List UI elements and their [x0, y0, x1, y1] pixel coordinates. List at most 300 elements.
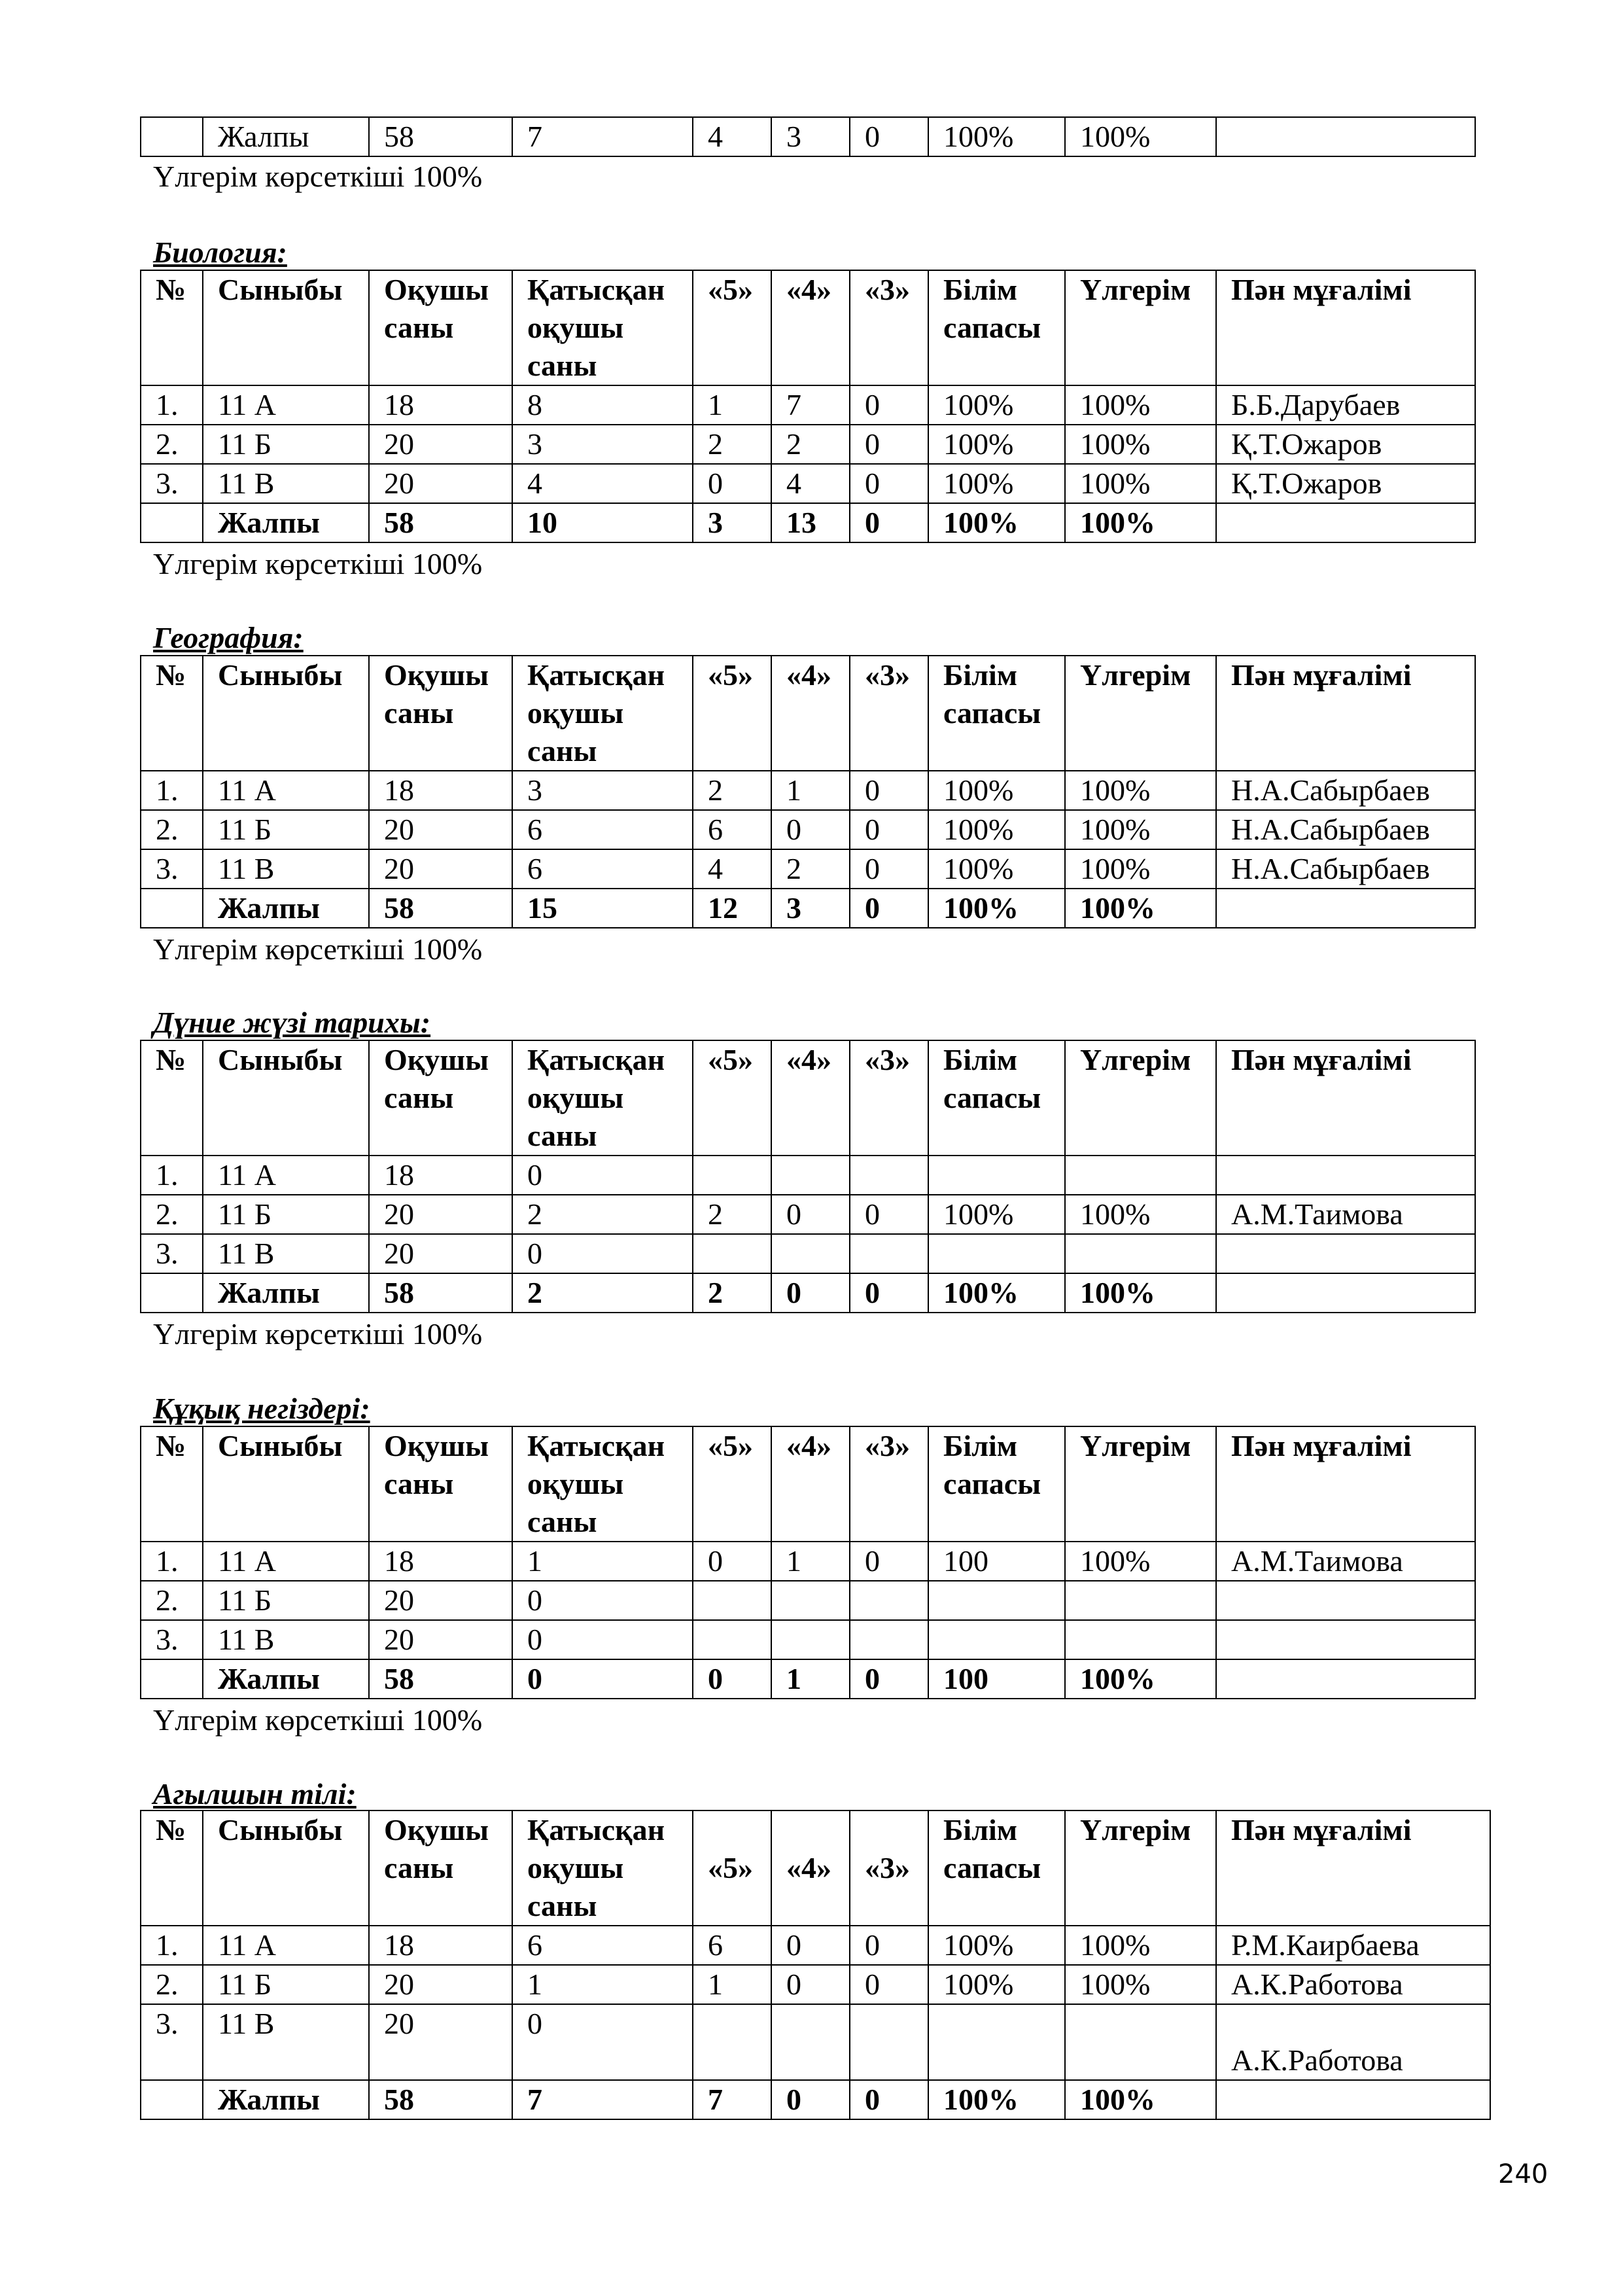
- cell-progress: 100%: [1065, 771, 1216, 810]
- cell-class: 11 А: [203, 771, 369, 810]
- header-class: Сыныбы: [203, 1426, 369, 1542]
- cell-class: 11 Б: [203, 1965, 369, 2004]
- cell-class: 11 Б: [203, 810, 369, 849]
- cell-class: 11 А: [203, 1926, 369, 1965]
- cell-g4: 2: [771, 849, 850, 889]
- cell-progress: 100%: [1065, 1926, 1216, 1965]
- header-students-line: саны: [384, 696, 454, 730]
- cell-progress: 100%: [1065, 1965, 1216, 2004]
- header-no: №: [141, 1810, 203, 1926]
- cell-g5: 4: [693, 849, 771, 889]
- grades-table: [140, 1426, 1476, 1699]
- total-progress: 100%: [1065, 1659, 1216, 1699]
- header-participants-line: Қатысқан: [527, 1429, 665, 1462]
- cell-teacher: [1216, 1156, 1475, 1195]
- cell-g4: 2: [771, 425, 850, 464]
- header-participants: [512, 1810, 693, 1926]
- header-participants-line: саны: [527, 1505, 597, 1538]
- cell-g3: [850, 2004, 928, 2080]
- total-row: [141, 1273, 1475, 1313]
- cell-students: 20: [369, 810, 512, 849]
- header-students-line: Оқушы: [384, 1813, 489, 1846]
- header-quality: [928, 1426, 1065, 1542]
- cell-participants: 8: [512, 385, 693, 425]
- total-row: [141, 889, 1475, 928]
- cell-g3: [850, 1156, 928, 1195]
- grades-table: [140, 1040, 1476, 1313]
- section-title: География:: [153, 621, 304, 654]
- header-progress: Үлгерім: [1065, 1810, 1216, 1926]
- cell-teacher: Қ.Т.Ожаров: [1216, 464, 1475, 503]
- cell-quality: 100%: [928, 849, 1065, 889]
- cell-no: 2.: [141, 810, 203, 849]
- cell-no: 1.: [141, 771, 203, 810]
- header-g5: «5»: [693, 1810, 771, 1926]
- total-g4: 3: [771, 889, 850, 928]
- progress-note: Үлгерім көрсеткіші 100%: [153, 160, 483, 193]
- cell-students: 18: [369, 771, 512, 810]
- table-row: [141, 810, 1475, 849]
- table-row: [141, 2004, 1490, 2080]
- total-g5: 7: [693, 2080, 771, 2119]
- header-participants-line: Қатысқан: [527, 1813, 665, 1846]
- cell-progress: 100%: [1065, 464, 1216, 503]
- cell-participants: 6: [512, 1926, 693, 1965]
- cell-g5: 0: [693, 1542, 771, 1581]
- cell-quality: 100%: [928, 1926, 1065, 1965]
- total-quality: 100%: [928, 889, 1065, 928]
- cell-teacher: [1216, 1620, 1475, 1659]
- cell-g4: 0: [771, 1926, 850, 1965]
- cell-no: 1.: [141, 385, 203, 425]
- cell-g5: [693, 1620, 771, 1659]
- cell-no: 1.: [141, 1156, 203, 1195]
- cell-teacher: [1216, 1581, 1475, 1620]
- progress-note: Үлгерім көрсеткіші 100%: [153, 932, 483, 966]
- cell-quality: 100%: [928, 117, 1065, 156]
- header-participants-line: оқушы: [527, 311, 624, 344]
- header-g3: «3»: [850, 1426, 928, 1542]
- header-g4: «4»: [771, 656, 850, 771]
- cell-class: 11 В: [203, 2004, 369, 2080]
- cell-class: 11 Б: [203, 425, 369, 464]
- header-g3: «3»: [850, 1810, 928, 1926]
- header-teacher: Пән мұғалімі: [1216, 1810, 1490, 1926]
- cell-quality: [928, 1581, 1065, 1620]
- cell-class: 11 Б: [203, 1195, 369, 1234]
- section-title: Агылшын тілі:: [153, 1777, 357, 1810]
- header-participants-line: саны: [527, 349, 597, 382]
- cell-class: 11 В: [203, 849, 369, 889]
- cell-g4: 4: [771, 464, 850, 503]
- header-no: №: [141, 656, 203, 771]
- progress-note: Үлгерім көрсеткіші 100%: [153, 547, 483, 580]
- header-quality-line: Білім: [943, 1813, 1018, 1846]
- cell-participants: 4: [512, 464, 693, 503]
- header-teacher: Пән мұғалімі: [1216, 1426, 1475, 1542]
- cell-participants: 7: [512, 117, 693, 156]
- cell-progress: [1065, 1234, 1216, 1273]
- header-quality-line: сапасы: [943, 1467, 1041, 1500]
- header-no: №: [141, 270, 203, 385]
- cell-g3: 0: [850, 117, 928, 156]
- grades-table: [140, 1810, 1491, 2120]
- total-progress: 100%: [1065, 1273, 1216, 1313]
- cell-participants: 1: [512, 1965, 693, 2004]
- cell-progress: 100%: [1065, 1542, 1216, 1581]
- total-teacher: [1216, 1273, 1475, 1313]
- total-students: 58: [369, 503, 512, 542]
- cell-progress: 100%: [1065, 117, 1216, 156]
- cell-participants: 6: [512, 810, 693, 849]
- cell-quality: 100%: [928, 1965, 1065, 2004]
- total-no: [141, 1659, 203, 1699]
- cell-g5: 6: [693, 1926, 771, 1965]
- cell-quality: [928, 2004, 1065, 2080]
- total-g5: 12: [693, 889, 771, 928]
- cell-g4: 7: [771, 385, 850, 425]
- cell-participants: 1: [512, 1542, 693, 1581]
- header-g5: «5»: [693, 656, 771, 771]
- header-students: [369, 1040, 512, 1156]
- table-row: [141, 464, 1475, 503]
- cell-class: 11 А: [203, 1156, 369, 1195]
- cell-participants: 0: [512, 1234, 693, 1273]
- table-row: [141, 1926, 1490, 1965]
- total-row: [141, 117, 1475, 156]
- cell-g3: [850, 1234, 928, 1273]
- cell-participants: 0: [512, 1581, 693, 1620]
- cell-g5: 2: [693, 1195, 771, 1234]
- page-number: 240: [1498, 2159, 1548, 2189]
- header-students: [369, 1810, 512, 1926]
- table-row: [141, 1965, 1490, 2004]
- cell-progress: [1065, 1156, 1216, 1195]
- cell-students: 20: [369, 1234, 512, 1273]
- table-row: [141, 385, 1475, 425]
- cell-progress: 100%: [1065, 425, 1216, 464]
- cell-class: Жалпы: [203, 117, 369, 156]
- cell-g5: 4: [693, 117, 771, 156]
- cell-teacher: Қ.Т.Ожаров: [1216, 425, 1475, 464]
- cell-class: 11 В: [203, 464, 369, 503]
- cell-students: 20: [369, 1195, 512, 1234]
- header-row: [141, 270, 1475, 385]
- cell-teacher: Р.М.Каирбаева: [1216, 1926, 1490, 1965]
- header-participants-line: саны: [527, 1119, 597, 1152]
- cell-progress: [1065, 1620, 1216, 1659]
- table-row: [141, 1620, 1475, 1659]
- table-row: [141, 1156, 1475, 1195]
- total-row: [141, 503, 1475, 542]
- cell-g3: [850, 1620, 928, 1659]
- cell-g5: 0: [693, 464, 771, 503]
- table-row: [141, 1542, 1475, 1581]
- header-row: [141, 1426, 1475, 1542]
- cell-g3: 0: [850, 810, 928, 849]
- header-class: Сыныбы: [203, 1040, 369, 1156]
- header-g4: «4»: [771, 1426, 850, 1542]
- header-g3: «3»: [850, 1040, 928, 1156]
- cell-g3: 0: [850, 385, 928, 425]
- header-students: [369, 656, 512, 771]
- header-students-line: Оқушы: [384, 658, 489, 692]
- cell-progress: 100%: [1065, 849, 1216, 889]
- header-participants-line: саны: [527, 734, 597, 768]
- header-row: [141, 1810, 1490, 1926]
- total-students: 58: [369, 2080, 512, 2119]
- header-teacher: Пән мұғалімі: [1216, 270, 1475, 385]
- cell-quality: [928, 1234, 1065, 1273]
- header-g4: «4»: [771, 270, 850, 385]
- cell-quality: [928, 1156, 1065, 1195]
- header-participants-line: оқушы: [527, 1081, 624, 1114]
- cell-progress: [1065, 1581, 1216, 1620]
- total-teacher: [1216, 503, 1475, 542]
- header-participants-line: Қатысқан: [527, 273, 665, 306]
- cell-quality: 100%: [928, 464, 1065, 503]
- header-class: Сыныбы: [203, 656, 369, 771]
- cell-teacher: Н.А.Сабырбаев: [1216, 810, 1475, 849]
- cell-g5: [693, 1156, 771, 1195]
- cell-class: 11 А: [203, 1542, 369, 1581]
- total-quality: 100%: [928, 2080, 1065, 2119]
- cell-g4: 3: [771, 117, 850, 156]
- cell-g5: 6: [693, 810, 771, 849]
- section-title: Биология:: [153, 236, 287, 269]
- cell-class: 11 В: [203, 1234, 369, 1273]
- total-g3: 0: [850, 889, 928, 928]
- total-teacher: [1216, 1659, 1475, 1699]
- header-students-line: саны: [384, 1851, 454, 1884]
- cell-g3: 0: [850, 1542, 928, 1581]
- total-participants: 10: [512, 503, 693, 542]
- cell-g4: 0: [771, 810, 850, 849]
- cell-participants: 0: [512, 2004, 693, 2080]
- header-quality-line: Білім: [943, 1429, 1018, 1462]
- header-quality-line: сапасы: [943, 696, 1041, 730]
- cell-class: 11 В: [203, 1620, 369, 1659]
- header-progress: Үлгерім: [1065, 656, 1216, 771]
- cell-g5: 2: [693, 425, 771, 464]
- total-teacher: [1216, 889, 1475, 928]
- cell-quality: 100%: [928, 771, 1065, 810]
- cell-participants: 3: [512, 425, 693, 464]
- cell-teacher: А.М.Таимова: [1216, 1195, 1475, 1234]
- total-participants: 15: [512, 889, 693, 928]
- total-students: 58: [369, 889, 512, 928]
- header-g3: «3»: [850, 656, 928, 771]
- cell-progress: 100%: [1065, 385, 1216, 425]
- total-progress: 100%: [1065, 889, 1216, 928]
- cell-participants: 0: [512, 1620, 693, 1659]
- cell-participants: 6: [512, 849, 693, 889]
- cell-quality: 100%: [928, 810, 1065, 849]
- header-participants-line: саны: [527, 1889, 597, 1922]
- header-quality: [928, 1810, 1065, 1926]
- total-g5: 2: [693, 1273, 771, 1313]
- total-quality: 100%: [928, 503, 1065, 542]
- cell-students: 20: [369, 425, 512, 464]
- header-participants-line: оқушы: [527, 1467, 624, 1500]
- cell-no: 3.: [141, 849, 203, 889]
- cell-g4: 0: [771, 1965, 850, 2004]
- cell-g5: 1: [693, 385, 771, 425]
- cell-no: 2.: [141, 1965, 203, 2004]
- total-g3: 0: [850, 503, 928, 542]
- total-no: [141, 503, 203, 542]
- header-students-line: Оқушы: [384, 1043, 489, 1076]
- cell-no: 2.: [141, 425, 203, 464]
- cell-teacher: [1216, 117, 1475, 156]
- header-quality-line: Білім: [943, 1043, 1018, 1076]
- cell-quality: [928, 1620, 1065, 1659]
- cell-teacher: [1216, 1234, 1475, 1273]
- total-no: [141, 1273, 203, 1313]
- total-no: [141, 889, 203, 928]
- cell-g5: 1: [693, 1965, 771, 2004]
- total-participants: 0: [512, 1659, 693, 1699]
- header-participants: [512, 1426, 693, 1542]
- header-participants-line: оқушы: [527, 1851, 624, 1884]
- grades-table: [140, 270, 1476, 543]
- total-g3: 0: [850, 1659, 928, 1699]
- table-row: [141, 849, 1475, 889]
- section-title: Құқық негіздері:: [153, 1392, 370, 1425]
- header-teacher: Пән мұғалімі: [1216, 1040, 1475, 1156]
- header-no: №: [141, 1426, 203, 1542]
- top-total-table: [140, 116, 1476, 157]
- cell-teacher: А.М.Таимова: [1216, 1542, 1475, 1581]
- total-class: Жалпы: [203, 503, 369, 542]
- cell-g4: [771, 1156, 850, 1195]
- cell-students: 20: [369, 1620, 512, 1659]
- header-students-line: Оқушы: [384, 1429, 489, 1462]
- cell-no: 1.: [141, 1926, 203, 1965]
- header-quality: [928, 656, 1065, 771]
- header-quality-line: Білім: [943, 273, 1018, 306]
- cell-participants: 0: [512, 1156, 693, 1195]
- cell-g4: 1: [771, 1542, 850, 1581]
- total-progress: 100%: [1065, 503, 1216, 542]
- header-row: [141, 656, 1475, 771]
- header-g3: «3»: [850, 270, 928, 385]
- cell-no: 1.: [141, 1542, 203, 1581]
- table-row: [141, 425, 1475, 464]
- total-students: 58: [369, 1273, 512, 1313]
- total-quality: 100%: [928, 1273, 1065, 1313]
- total-teacher: [1216, 2080, 1490, 2119]
- progress-note: Үлгерім көрсеткіші 100%: [153, 1703, 483, 1737]
- total-class: Жалпы: [203, 1273, 369, 1313]
- cell-g4: [771, 1620, 850, 1659]
- header-participants: [512, 270, 693, 385]
- cell-no: 3.: [141, 464, 203, 503]
- cell-g3: 0: [850, 1195, 928, 1234]
- grades-table: [140, 655, 1476, 928]
- cell-quality: 100%: [928, 385, 1065, 425]
- total-g4: 0: [771, 1273, 850, 1313]
- total-class: Жалпы: [203, 1659, 369, 1699]
- cell-students: 18: [369, 1542, 512, 1581]
- total-g4: 0: [771, 2080, 850, 2119]
- total-g3: 0: [850, 1273, 928, 1313]
- header-progress: Үлгерім: [1065, 1426, 1216, 1542]
- cell-g5: [693, 1234, 771, 1273]
- cell-no: 3.: [141, 1620, 203, 1659]
- cell-students: 20: [369, 464, 512, 503]
- cell-participants: 2: [512, 1195, 693, 1234]
- header-quality-line: сапасы: [943, 1851, 1041, 1884]
- total-participants: 2: [512, 1273, 693, 1313]
- cell-teacher: А.К.Работова: [1216, 1965, 1490, 2004]
- total-g5: 3: [693, 503, 771, 542]
- table-row: [141, 1581, 1475, 1620]
- cell-progress: [1065, 2004, 1216, 2080]
- cell-g5: 2: [693, 771, 771, 810]
- cell-students: 18: [369, 1926, 512, 1965]
- total-g4: 1: [771, 1659, 850, 1699]
- header-g4: «4»: [771, 1810, 850, 1926]
- header-teacher: Пән мұғалімі: [1216, 656, 1475, 771]
- header-g5: «5»: [693, 1040, 771, 1156]
- table-row: [141, 1195, 1475, 1234]
- cell-g5: [693, 1581, 771, 1620]
- header-quality: [928, 1040, 1065, 1156]
- header-students: [369, 270, 512, 385]
- header-students-line: Оқушы: [384, 273, 489, 306]
- cell-teacher: А.К.Работова: [1216, 2004, 1490, 2080]
- cell-g4: [771, 1234, 850, 1273]
- cell-teacher: Н.А.Сабырбаев: [1216, 771, 1475, 810]
- header-quality-line: Білім: [943, 658, 1018, 692]
- header-students-line: саны: [384, 1467, 454, 1500]
- header-g4: «4»: [771, 1040, 850, 1156]
- header-students: [369, 1426, 512, 1542]
- header-g5: «5»: [693, 270, 771, 385]
- cell-teacher: Н.А.Сабырбаев: [1216, 849, 1475, 889]
- total-quality: 100: [928, 1659, 1065, 1699]
- cell-g3: 0: [850, 425, 928, 464]
- cell-g4: [771, 1581, 850, 1620]
- cell-class: 11 Б: [203, 1581, 369, 1620]
- total-row: [141, 2080, 1490, 2119]
- cell-quality: 100%: [928, 425, 1065, 464]
- total-row: [141, 1659, 1475, 1699]
- cell-g4: 0: [771, 1195, 850, 1234]
- cell-class: 11 А: [203, 385, 369, 425]
- cell-g3: 0: [850, 849, 928, 889]
- cell-students: 20: [369, 849, 512, 889]
- cell-g3: 0: [850, 1965, 928, 2004]
- progress-note: Үлгерім көрсеткіші 100%: [153, 1317, 483, 1351]
- total-students: 58: [369, 1659, 512, 1699]
- cell-g5: [693, 2004, 771, 2080]
- header-participants-line: оқушы: [527, 696, 624, 730]
- cell-students: 18: [369, 1156, 512, 1195]
- cell-students: 58: [369, 117, 512, 156]
- header-progress: Үлгерім: [1065, 270, 1216, 385]
- cell-no: 3.: [141, 2004, 203, 2080]
- header-participants: [512, 1040, 693, 1156]
- cell-students: 20: [369, 2004, 512, 2080]
- section-title: Дүние жүзі тарихы:: [153, 1006, 431, 1039]
- cell-quality: 100%: [928, 1195, 1065, 1234]
- cell-no: 2.: [141, 1581, 203, 1620]
- total-class: Жалпы: [203, 2080, 369, 2119]
- cell-g4: [771, 2004, 850, 2080]
- cell-participants: 3: [512, 771, 693, 810]
